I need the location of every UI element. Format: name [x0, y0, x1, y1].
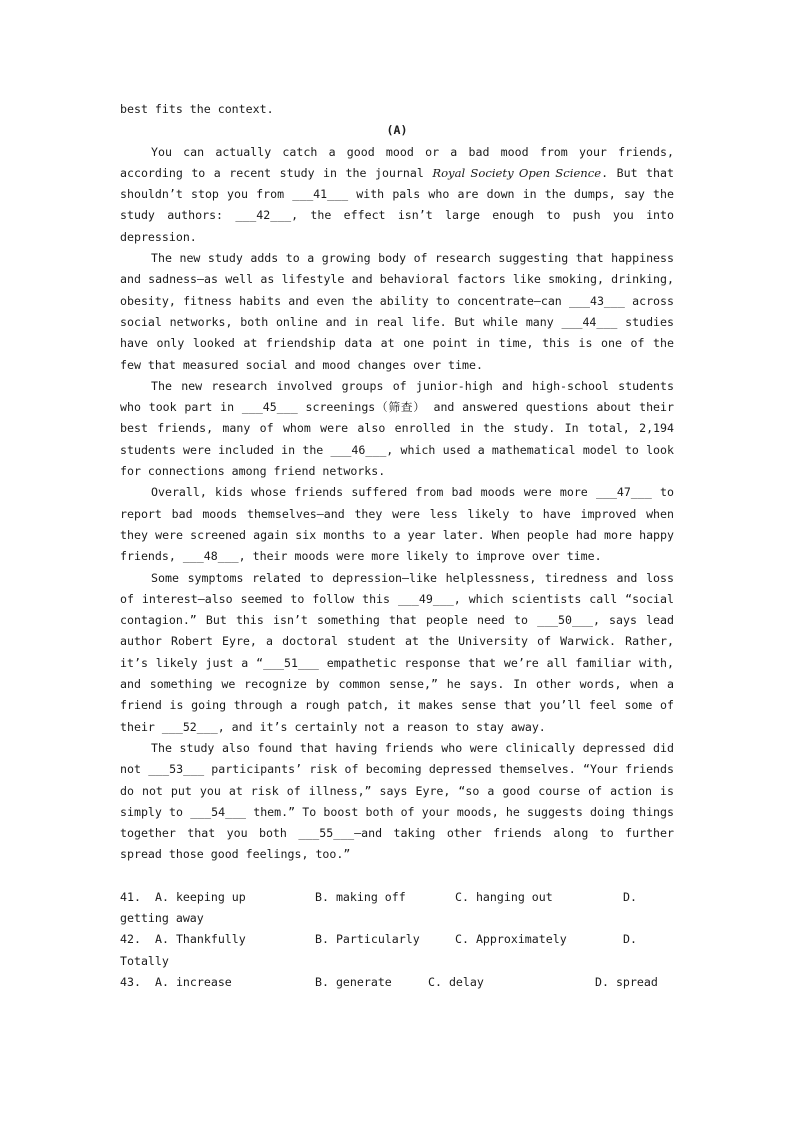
question-number: 41.	[120, 889, 141, 904]
option-c: C. delay	[428, 974, 484, 989]
paragraph-1-text-a: You can actually catch a good mood or a bad mood from your friends, according to a recent study in the journal	[120, 144, 674, 180]
option-a: A. Thankfully	[155, 932, 246, 947]
option-d-letter: D.	[623, 889, 637, 904]
paragraph-3: The new research involved groups of junior-high and high-school students who took part in ___45___ screenings（筛查） and answered questions about their best friends, many of whom were also enrolled in the study. In total, 2,194 students were included in the ___46___, which used a mathematical model to look for connections among friend networks.	[120, 378, 674, 479]
option-d-text: getting away	[120, 910, 204, 925]
question-number: 43.	[120, 974, 141, 989]
option-d: D. spread	[595, 974, 658, 989]
intro-line: best fits the context.	[120, 102, 274, 116]
section-label: (A)	[386, 123, 408, 138]
option-b: B. Particularly	[315, 932, 420, 947]
option-a: A. increase	[155, 974, 232, 989]
question-41	[120, 887, 674, 930]
question-number: 42.	[120, 932, 141, 947]
option-c: C. Approximately	[455, 932, 567, 947]
paragraph-2: The new study adds to a growing body of research suggesting that happiness and sadness—as well as lifestyle and behavioral factors like smoking, drinking, obesity, fitness habits and even the ability to concentrate—can ___43___ across social networks, both online and in real life. But while many ___44___ studies have only looked at friendship data at one point in time, this is one of the few that measured social and mood changes over time.	[120, 251, 674, 372]
question-43	[120, 972, 674, 993]
option-d-letter: D.	[623, 932, 637, 947]
spacer	[120, 866, 674, 887]
option-b: B. generate	[315, 974, 392, 989]
paragraph-6: The study also found that having friends who were clinically depressed did not ___53___ participants’ risk of becoming depressed themselves. “Your friends do not put you at risk of illness,” says Eyre, “so a good course of action is simply to ___54___ them.” To boost both of your moods, he suggests doing things together that you both ___55___—and taking other friends along to further spread those good feelings, too.”	[120, 740, 674, 862]
option-a: A. keeping up	[155, 889, 246, 904]
paragraph-1-text-b: . But that shouldn’t stop you from ___41___ with pals who are down in the dumps, say the study authors: ___42___, the effect isn’t large enough to push you into depression.	[120, 165, 674, 244]
question-42	[120, 929, 674, 972]
option-b: B. making off	[315, 889, 406, 904]
option-d-text: Totally	[120, 953, 169, 968]
paragraph-5: Some symptoms related to depression—like helplessness, tiredness and loss of interest—also seemed to follow this ___49___, which scientists call “social contagion.” But this isn’t something that people need to ___50___, says lead author Robert Eyre, a doctoral student at the University of Warwick. Rather, it’s likely just a “___51___ empathetic response that we’re all familiar with, and something we recognize by common sense,” he says. In other words, when a friend is going through a rough patch, it makes sense that you’ll feel some of their ___52___, and it’s certainly not a reason to stay away.	[120, 570, 674, 734]
paragraph-1	[120, 142, 674, 248]
paragraph-4: Overall, kids whose friends suffered from bad moods were more ___47___ to report bad moods themselves—and they were less likely to have improved when they were screened again six months to a year later. When people had more happy friends, ___48___, their moods were more likely to improve over time.	[120, 485, 674, 564]
document-content	[120, 99, 674, 993]
option-c: C. hanging out	[455, 889, 553, 904]
journal-title: Royal Society Open Science	[432, 165, 602, 180]
